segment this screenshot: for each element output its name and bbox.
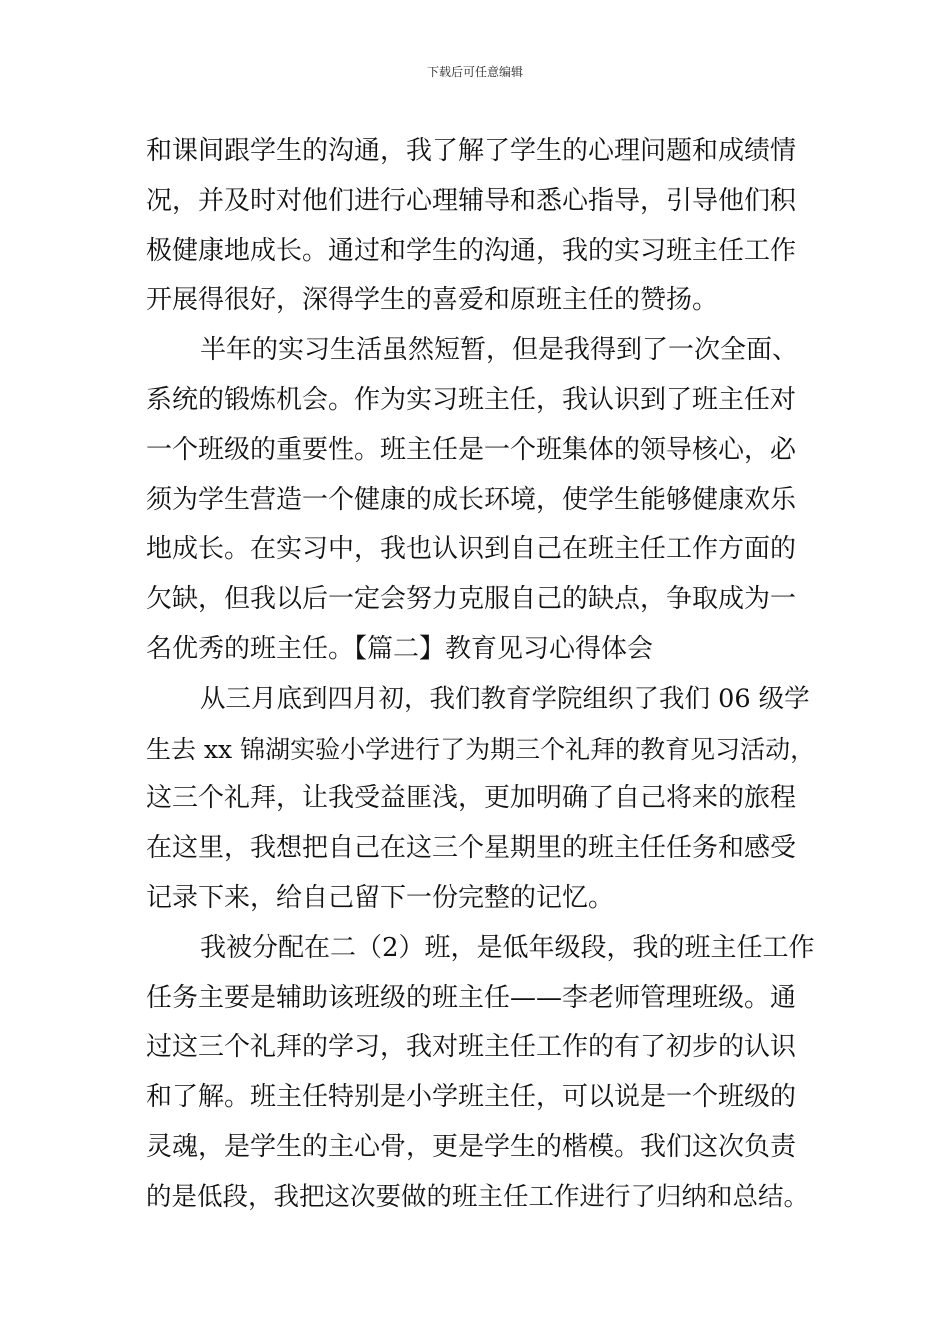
text-line: 欠缺，但我以后一定会努力克服自己的缺点，争取成为一 <box>146 584 797 615</box>
text-line: 和课间跟学生的沟通，我了解了学生的心理问题和成绩情 <box>146 136 797 166</box>
text-line: 任务主要是辅助该班级的班主任——李老师管理班级。通 <box>146 982 797 1013</box>
text-line: 在这里，我想把自己在这三个星期里的班主任任务和感受 <box>146 833 797 864</box>
document-body <box>146 127 816 1223</box>
paragraph-first-line: 从三月底到四月初，我们教育学院组织了我们 06 级学 <box>200 683 810 714</box>
text-line: 过这三个礼拜的学习，我对班主任工作的有了初步的认识 <box>146 1032 797 1063</box>
text-line: 灵魂，是学生的主心骨，更是学生的楷模。我们这次负责 <box>146 1131 797 1162</box>
text-line: 极健康地成长。通过和学生的沟通，我的实习班主任工作 <box>146 235 797 266</box>
text-line: 开展得很好，深得学生的喜爱和原班主任的赞扬。 <box>146 285 719 316</box>
paragraph-first-line: 半年的实习生活虽然短暂，但是我得到了一次全面、 <box>200 335 799 366</box>
text-line: 和了解。班主任特别是小学班主任，可以说是一个班级的 <box>146 1082 797 1113</box>
text-line: 须为学生营造一个健康的成长环境，使学生能够健康欢乐 <box>146 484 797 515</box>
text-line: 况，并及时对他们进行心理辅导和悉心指导，引导他们积 <box>146 185 797 216</box>
paragraph-first-line: 我被分配在二（2）班，是低年级段，我的班主任工作 <box>200 932 815 963</box>
text-line: 的是低段，我把这次要做的班主任工作进行了归纳和总结。 <box>146 1181 810 1212</box>
page-header: 下载后可任意编辑 <box>426 65 523 79</box>
text-line: 记录下来，给自己留下一份完整的记忆。 <box>146 882 615 913</box>
text-line: 一个班级的重要性。班主任是一个班集体的领导核心，必 <box>146 434 797 465</box>
text-line: 系统的锻炼机会。作为实习班主任，我认识到了班主任对 <box>146 384 797 415</box>
text-line: 地成长。在实习中，我也认识到自己在班主任工作方面的 <box>146 534 797 565</box>
section-heading-line: 名优秀的班主任。【篇二】教育见习心得体会 <box>146 633 654 664</box>
text-line: 这三个礼拜，让我受益匪浅，更加明确了自己将来的旅程 <box>146 783 797 814</box>
text-line: 生去 xx 锦湖实验小学进行了为期三个礼拜的教育见习活动， <box>146 734 816 764</box>
